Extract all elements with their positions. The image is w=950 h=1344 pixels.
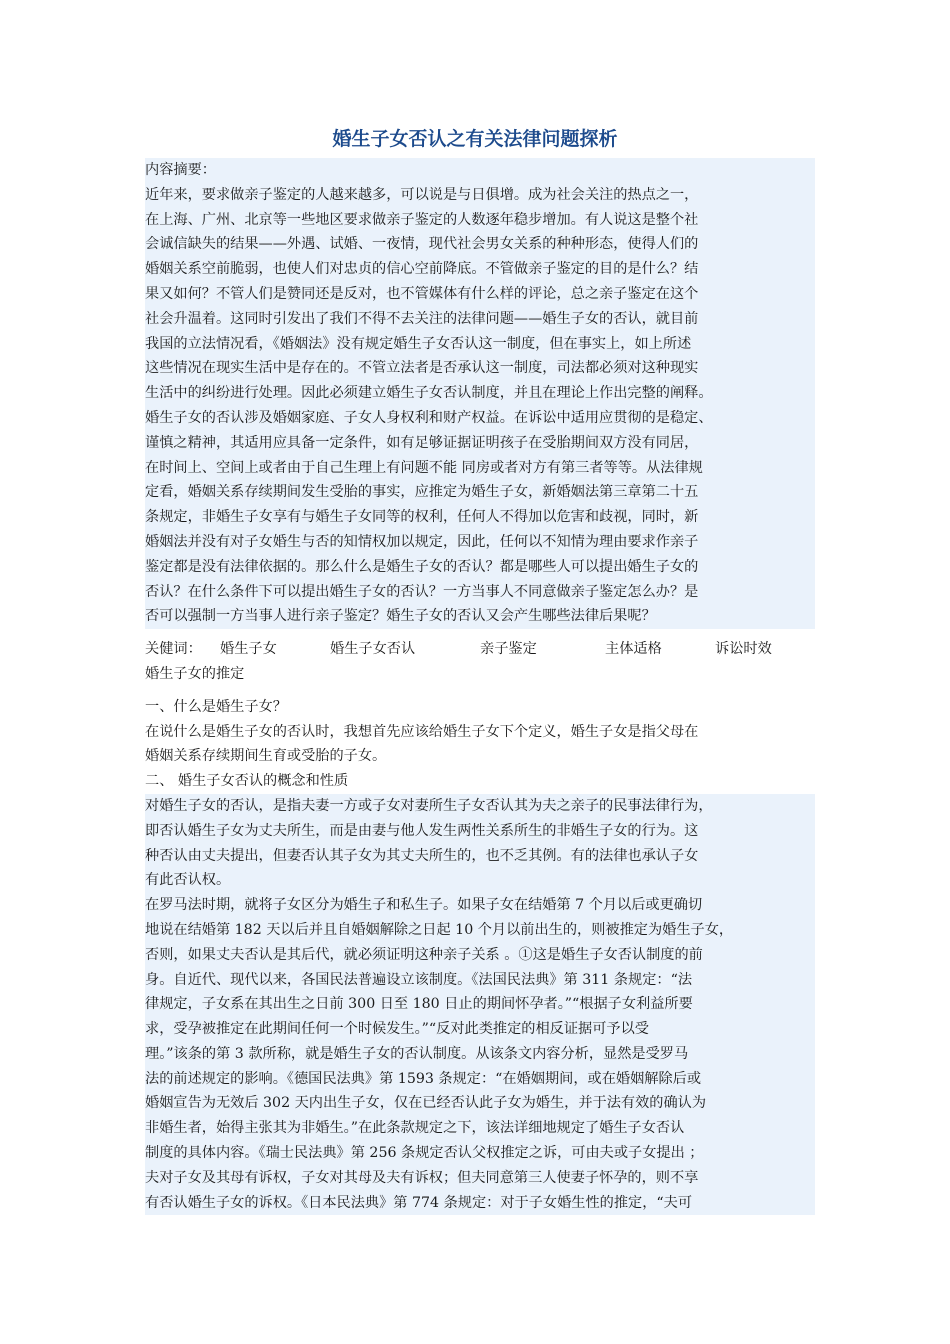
text-line: 在罗马法时期，就将子女区分为婚生子和私生子。如果子女在结婚第 7 个月以后或更确切 [145, 897, 703, 914]
text-line: 这些情况在现实生活中是存在的。不管立法者是否承认这一制度，司法都必须对这种现实 [145, 360, 699, 377]
text-line: 否则，如果丈夫否认是其后代，就必须证明这种亲子关系 。①这是婚生子女否认制度的前 [145, 946, 703, 963]
keyword-item: 诉讼时效 [715, 641, 772, 658]
text-line: 非婚生者，始得主张其为非婚生。”在此条款规定之下，该法详细地规定了婚生子女否认 [145, 1120, 685, 1137]
text-line: 制度的具体内容。《瑞士民法典》第 256 条规定否认父权推定之诉，可由夫或子女提出 ； [145, 1145, 704, 1162]
text-line: 有此否认权。 [145, 872, 231, 889]
text-line: 谨慎之精神，其适用应具备一定条件，如有足够证据证明孩子在受胎期间双方没有同居， [145, 434, 699, 451]
text-line: 理。”该条的第 3 款所称，就是婚生子女的否认制度。从该条文内容分析，显然是受罗马 [145, 1045, 689, 1062]
abstract-block [145, 158, 815, 629]
text-line: 生活中的纠纷进行处理。因此必须建立婚生子女否认制度，并且在理论上作出完整的阐释。 [145, 385, 713, 402]
text-line: 社会升温着。这同时引发出了我们不得不去关注的法律问题——婚生子女的否认，就目前 [145, 310, 699, 327]
abstract-text [145, 183, 815, 629]
text-line: 否可以强制一方当事人进行亲子鉴定？婚生子女的否认又会产生哪些法律后果呢？ [145, 608, 656, 625]
keyword-item: 婚生子女否认 [330, 641, 416, 658]
text-line: 近年来，要求做亲子鉴定的人越来越多，可以说是与日俱增。成为社会关注的热点之一， [145, 186, 699, 203]
section-2-heading: 二、 婚生子女否认的概念和性质 [145, 773, 349, 790]
text-line: 求，受孕被推定在此期间任何一个时候发生。”“反对此类推定的相反证据可予以受 [145, 1021, 649, 1038]
text-line: 会诚信缺失的结果——外遇、试婚、一夜情，现代社会男女关系的种种形态，使得人们的 [145, 236, 699, 253]
text-line: 条规定，非婚生子女享有与婚生子女同等的权利，任何人不得加以危害和歧视，同时，新 [145, 509, 699, 526]
text-line: 在时间上、空间上或者由于自己生理上有问题不能 同房或者对方有第三者等等。从法律规 [145, 459, 703, 476]
text-line: 婚姻法并没有对子女婚生与否的知情权加以规定，因此，任何以不知情为理由要求作亲子 [145, 533, 699, 550]
keyword-item: 亲子鉴定 [480, 641, 537, 658]
text-line: 种否认由丈夫提出，但妻否认其子女为其丈夫所生的，也不乏其例。有的法律也承认子女 [145, 847, 699, 864]
text-line: 律规定，子女系在其出生之日前 300 日至 180 日止的期间怀孕者。”“根据子女利益所要 [145, 996, 693, 1013]
text-line: 在上海、广州、北京等一些地区要求做亲子鉴定的人数逐年稳步增加。有人说这是整个社 [145, 211, 699, 228]
text-line: 果又如何？不管人们是赞同还是反对，也不管媒体有什么样的评论，总之亲子鉴定在这个 [145, 285, 699, 302]
keywords-label: 关健词： [145, 641, 202, 658]
section-1 [145, 695, 815, 769]
text-line: 定看，婚姻关系存续期间发生受胎的事实，应推定为婚生子女，新婚姻法第三章第二十五 [145, 484, 699, 501]
text-line: 法的前述规定的影响。《德国民法典》第 1593 条规定：“在婚姻期间，或在婚姻解除后或 [145, 1070, 702, 1087]
abstract-label: 内容摘要： [145, 162, 216, 178]
text-line: 婚姻关系存续期间生育或受胎的子女。 [145, 748, 387, 765]
text-line: 身。自近代、现代以来，各国民法普遍设立该制度。《法国民法典》第 311 条规定：“法 [145, 971, 693, 988]
keywords-row [145, 637, 815, 662]
document-title: 婚生子女否认之有关法律问题探析 [332, 128, 618, 150]
keywords-block [145, 637, 815, 687]
text-line: 婚生子女的否认涉及婚姻家庭、子女人身权利和财产权益。在诉讼中适用应贯彻的是稳定、 [145, 409, 713, 426]
keyword-item: 婚生子女的推定 [145, 665, 245, 682]
text-line: 对婚生子女的否认，是指夫妻一方或子女对妻所生子女否认其为夫之亲子的民事法律行为， [145, 797, 713, 814]
text-line: 即否认婚生子女为丈夫所生，而是由妻与他人发生两性关系所生的非婚生子女的行为。这 [145, 822, 699, 839]
section-2 [145, 769, 815, 1215]
text-line: 夫对子女及其母有诉权，子女对其母及夫有诉权；但夫同意第三人使妻子怀孕的，则不享 [145, 1169, 699, 1186]
text-line: 鉴定都是没有法律依据的。那么什么是婚生子女的否认？都是哪些人可以提出婚生子女的 [145, 558, 699, 575]
text-line: 地说在结婚第 182 天以后并且自婚姻解除之日起 10 个月以前出生的，则被推定为婚生子女， [145, 921, 734, 938]
section-2-text [145, 794, 815, 1216]
section-1-heading: 一、什么是婚生子女？ [145, 698, 287, 715]
keyword-item: 主体适格 [605, 641, 662, 658]
keyword-item: 婚生子女 [220, 641, 277, 658]
text-line: 婚姻关系空前脆弱，也使人们对忠贞的信心空前降底。不管做亲子鉴定的目的是什么？结 [145, 261, 699, 278]
text-line: 在说什么是婚生子女的否认时，我想首先应该给婚生子女下个定义，婚生子女是指父母在 [145, 723, 699, 740]
text-line: 否认？在什么条件下可以提出婚生子女的否认？一方当事人不同意做亲子鉴定怎么办？是 [145, 583, 699, 600]
text-line: 有否认婚生子女的诉权。《日本民法典》第 774 条规定：对于子女婚生性的推定，“夫可 [145, 1194, 693, 1211]
text-line: 婚姻宣告为无效后 302 天内出生子女，仅在已经否认此子女为婚生，并于法有效的确认为 [145, 1095, 707, 1112]
section-1-text [145, 720, 815, 770]
document-body [145, 158, 815, 1215]
text-line: 我国的立法情况看，《婚姻法》没有规定婚生子女否认这一制度，但在事实上，如上所述 [145, 335, 692, 352]
